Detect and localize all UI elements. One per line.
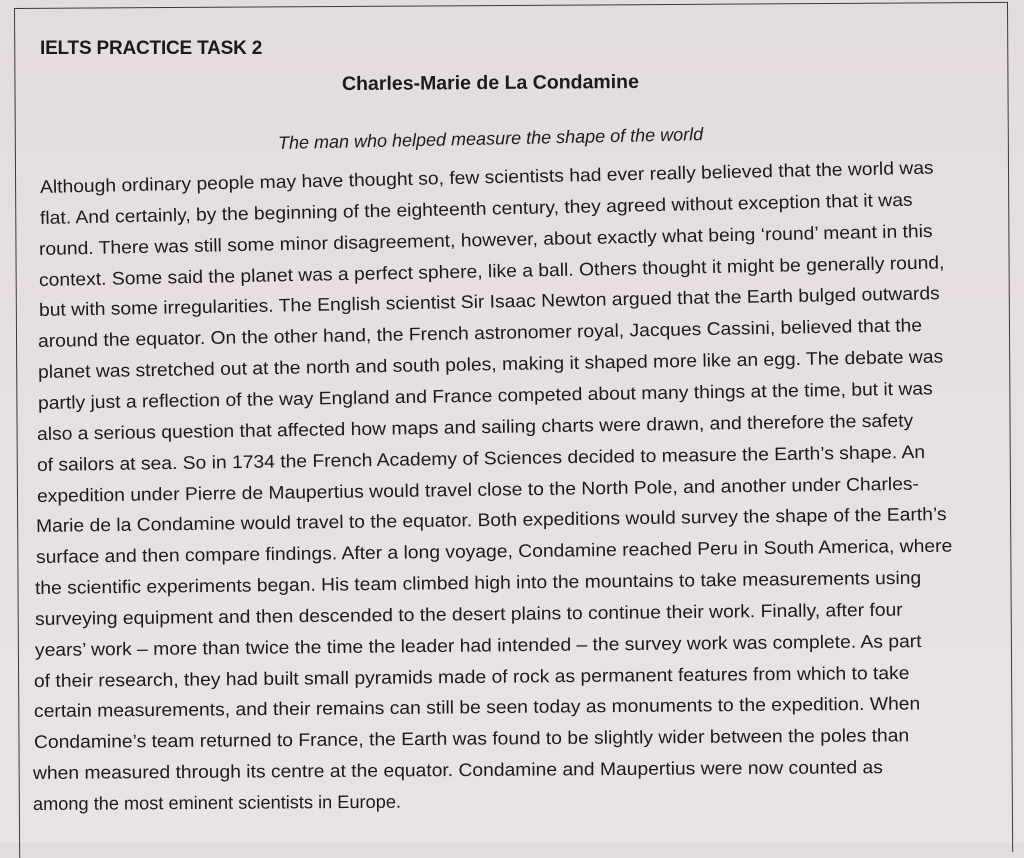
body-line: Although ordinary people may have thought so, few scientists had ever really believed that the world was <box>39 157 934 197</box>
body-line: certain measurements, and their remains can still be seen today as monuments to the expedition. When <box>33 693 921 722</box>
body-line: among the most eminent scientists in Europe. <box>32 791 402 814</box>
body-line: flat. And certainly, by the beginning of the eighteenth century, they agreed without exception that it was <box>39 189 913 228</box>
body-line: but with some irregularities. The English scientist Sir Isaac Newton argued that the Earth bulged outwards <box>38 283 940 321</box>
article-title: Charles-Marie de La Condamine <box>341 70 639 96</box>
body-line: Marie de la Condamine would travel to the equator. Both expeditions would survey the shape of the Earth’s <box>36 504 947 537</box>
body-line: surveying equipment and then descended to the desert plains to continue their work. Finally, after four <box>34 599 903 629</box>
body-line: planet was stretched out at the north and south poles, making it shaped more like an egg. The debate was <box>37 346 944 383</box>
body-line: the scientific experiments began. His team climbed high into the mountains to take measurements using <box>35 567 922 599</box>
body-line: round. There was still some minor disagreement, however, about exactly what being ‘round’ meant in this <box>39 220 934 259</box>
article-subtitle: The man who helped measure the shape of the world <box>277 124 704 153</box>
body-line: of sailors at sea. So in 1734 the French Academy of Sciences decided to measure the Earth’s shape. An <box>36 441 925 475</box>
body-line: years’ work – more than twice the time the leader had intended – the survey work was complete. As part <box>34 630 922 660</box>
body-line: context. Some said the planet was a perfect sphere, like a ball. Others thought it might be generally round, <box>38 251 945 290</box>
body-line: around the equator. On the other hand, the French astronomer royal, Jacques Cassini, believed that the <box>38 315 923 352</box>
body-line: also a serious question that affected how maps and sailing charts were drawn, and therefore the safety <box>37 410 914 444</box>
body-line: partly just a reflection of the way England and France competed about many things at the time, but it was <box>37 378 933 413</box>
body-line: Condamine’s team returned to France, the Earth was found to be slightly wider between the poles than <box>33 725 909 753</box>
body-line: surface and then compare findings. After a long voyage, Condamine reached Peru in South America, where <box>35 535 953 568</box>
task-label: IELTS PRACTICE TASK 2 <box>40 38 263 59</box>
body-line: expedition under Pierre de Maupertius would travel close to the North Pole, and another under Charles- <box>36 473 919 506</box>
body-line: of their research, they had built small pyramids made of rock as permanent features from which to take <box>34 662 910 691</box>
body-line: when measured through its centre at the equator. Condamine and Maupertius were now counted as <box>33 757 884 784</box>
